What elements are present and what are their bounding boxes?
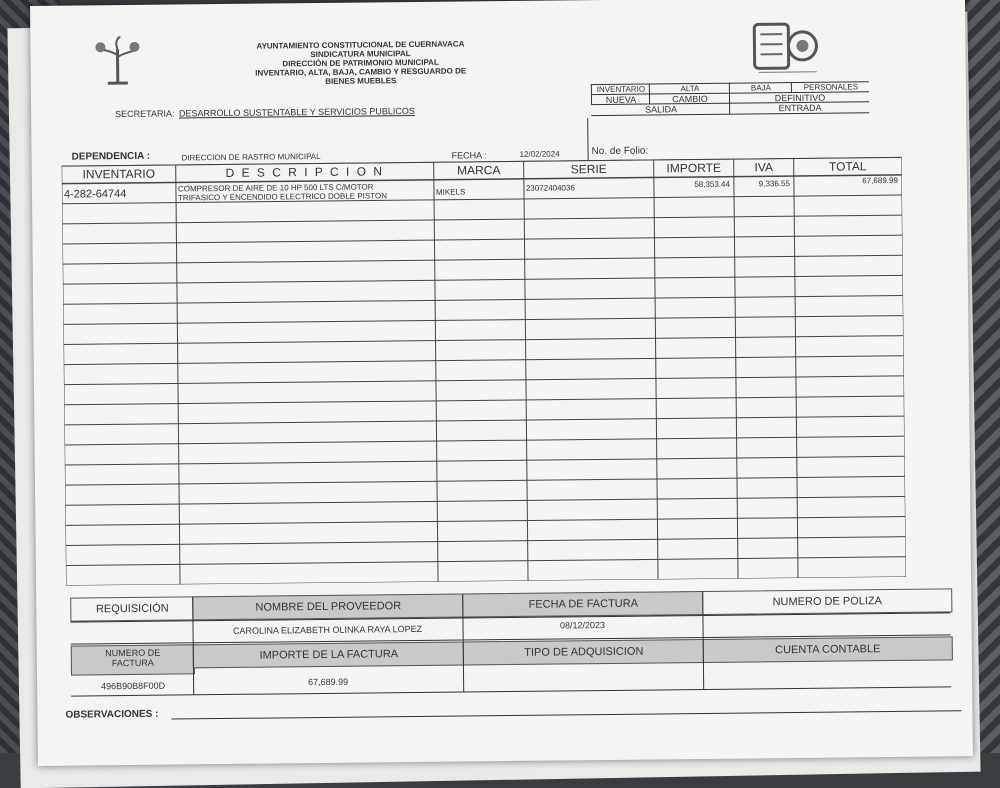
inventario-box: INVENTARIO <box>596 84 646 95</box>
dependencia-label: DEPENDENCIA : <box>71 150 151 163</box>
cuernavaca-seal-icon <box>750 20 821 77</box>
table-column-line <box>654 159 658 579</box>
table-row-line <box>63 316 903 325</box>
header-line-5: BIENES MUEBLES <box>325 76 397 86</box>
secretaria-value: DESARROLLO SUSTENTABLE Y SERVICIOS PUBLICOS <box>178 105 415 119</box>
table-row-line <box>65 517 905 526</box>
header-line-3: DIRECCIÓN DE PATRIMONIO MUNICIPAL <box>282 57 439 69</box>
municipal-logo-icon <box>90 35 145 86</box>
fecha-label: FECHA : <box>451 150 487 161</box>
row-total: 67,689.99 <box>862 175 898 186</box>
table-row-line <box>65 496 905 505</box>
baja-box: BAJA <box>750 83 771 93</box>
row-descripcion-line-2: TRIFASICO Y ENCENDIDO ELECTRICO DOBLE PISTON <box>177 191 387 203</box>
proveedor-label: NOMBRE DEL PROVEEDOR <box>192 593 464 620</box>
folio-label: No. de Folio: <box>591 145 649 158</box>
inventory-form-sheet <box>30 0 973 766</box>
table-row-line <box>64 416 904 425</box>
inventory-table <box>62 157 906 586</box>
table-column-line <box>524 161 528 581</box>
table-row-line <box>64 356 904 365</box>
table-row-line <box>65 476 905 485</box>
table-row-line <box>62 235 902 244</box>
table-column-line <box>734 159 738 579</box>
salida-box: SALIDA <box>645 104 678 115</box>
table-column-line <box>176 164 180 584</box>
requisicion-label: REQUISICIÓN <box>70 596 194 621</box>
alta-box: ALTA <box>680 83 700 94</box>
table-row-line <box>63 255 903 264</box>
proveedor-value: CAROLINA ELIZABETH OLINKA RAYA LOPEZ <box>232 623 423 636</box>
row-iva: 9,336.55 <box>758 179 790 189</box>
col-header-serie: SERIE <box>570 161 607 177</box>
importe-factura-label: IMPORTE DE LA FACTURA <box>193 641 465 668</box>
table-row-line <box>66 557 906 566</box>
nueva-box: NUEVA <box>605 94 637 105</box>
col-header-total: TOTAL <box>828 159 867 174</box>
table-column-line <box>794 158 798 578</box>
personales-box: PERSONALES <box>803 82 859 92</box>
table-column-line <box>62 166 66 586</box>
table-row-line <box>64 376 904 385</box>
header-line-1: AYUNTAMIENTO CONSTITUCIONAL DE CUERNAVACA <box>256 39 465 51</box>
table-column-line <box>434 162 438 582</box>
row-descripcion-line-1: COMPRESOR DE AIRE DE 10 HP 500 LTS C/MOTOR <box>177 182 374 194</box>
row-inventario: 4-282-64744 <box>63 188 127 201</box>
row-marca: MIKELS <box>435 187 466 197</box>
table-row-line <box>65 436 905 445</box>
row-serie: 23072404036 <box>525 183 575 193</box>
fecha-value: 12/02/2024 <box>519 149 560 159</box>
numero-factura-label <box>71 644 195 675</box>
table-row-line <box>62 215 902 224</box>
movement-type-box <box>591 81 869 116</box>
table-row-line <box>66 577 906 586</box>
numero-factura-value: 496B90B8F00D <box>101 680 166 692</box>
row-importe: 58,353.44 <box>694 179 730 190</box>
table-row-line <box>64 336 904 345</box>
col-header-importe: IMPORTE <box>666 160 722 176</box>
invoice-footer <box>50 586 971 726</box>
secretaria-row <box>115 106 415 119</box>
col-header-inventario: INVENTARIO <box>82 166 156 182</box>
fecha-factura-label: FECHA DE FACTURA <box>462 591 704 618</box>
cambio-box: CAMBIO <box>672 93 708 105</box>
table-row-line <box>63 275 903 284</box>
table-column-line <box>902 157 906 577</box>
table-row-line <box>63 295 903 304</box>
col-header-marca: MARCA <box>457 163 501 178</box>
form-header <box>190 39 530 88</box>
table-row-line <box>66 537 906 546</box>
table-row-line <box>64 396 904 405</box>
header-line-4: INVENTARIO, ALTA, BAJA, CAMBIO Y RESGUARDO DE <box>255 66 467 78</box>
numero-poliza-label: NUMERO DE POLIZA <box>702 588 952 615</box>
secretaria-label: SECRETARIA: <box>115 108 175 120</box>
fecha-factura-value: 08/12/2023 <box>559 620 606 631</box>
entrada-box: ENTRADA <box>778 102 822 114</box>
observaciones-label: OBSERVACIONES : <box>65 708 159 721</box>
definitivo-box: DEFINITIVO <box>774 92 826 104</box>
col-header-iva: IVA <box>754 160 774 175</box>
header-line-2: SINDICATURA MUNICIPAL <box>310 49 411 60</box>
numero-factura-label-line-1: NUMERO DE <box>105 647 161 659</box>
col-header-descripcion: D E S C R I P C I O N <box>225 164 385 180</box>
importe-factura-value: 67,689.99 <box>308 676 349 688</box>
tipo-adquisicion-label: TIPO DE ADQUISICION <box>463 639 705 666</box>
table-grid-lines <box>62 157 906 586</box>
numero-factura-label-line-2: FACTURA <box>111 657 154 669</box>
cuenta-contable-label: CUENTA CONTABLE <box>703 636 953 663</box>
table-row-line <box>65 456 905 465</box>
dependencia-value: DIRECCION DE RASTRO MUNICIPAL <box>181 151 321 163</box>
